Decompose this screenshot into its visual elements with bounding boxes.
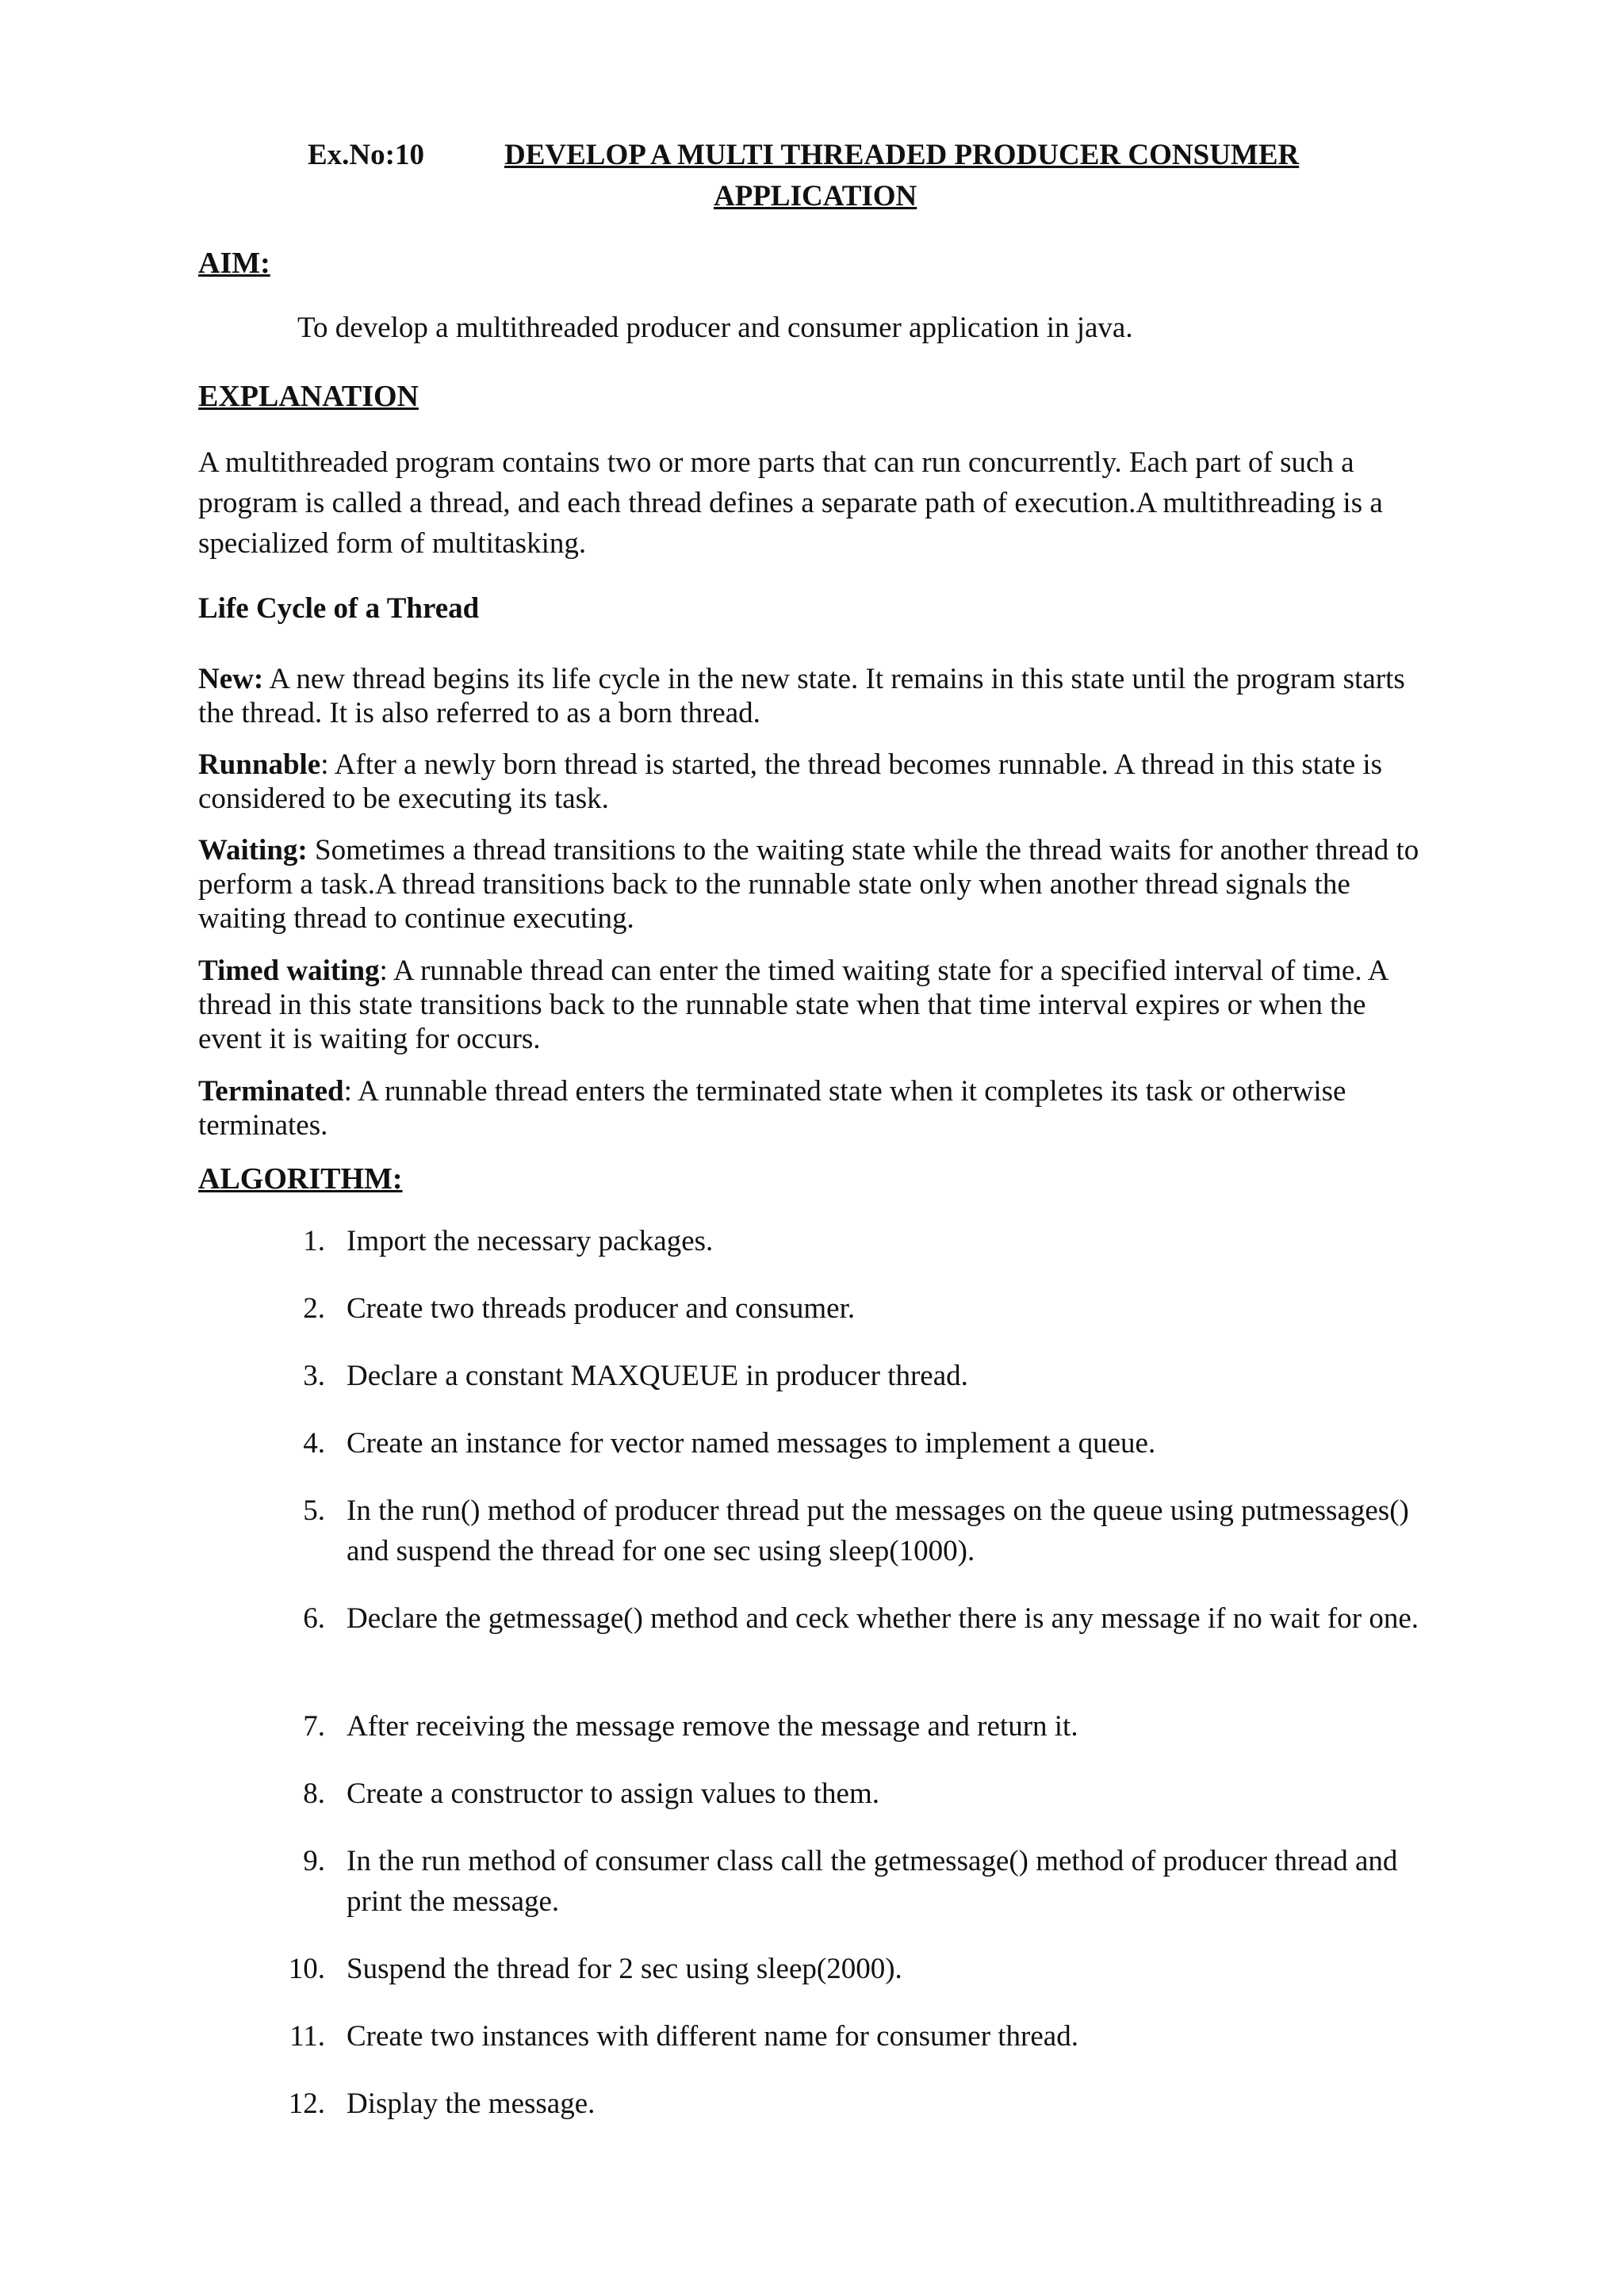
state-timed-waiting: [198, 954, 1435, 1056]
exercise-number: Ex.No:10: [308, 139, 424, 171]
step-number: 9.: [303, 1845, 325, 1877]
state-waiting: [198, 833, 1435, 936]
step-number: 7.: [303, 1710, 325, 1743]
state-name: Waiting:: [198, 834, 308, 867]
step-number: 3.: [303, 1360, 325, 1392]
step-number: 4.: [303, 1427, 325, 1460]
step-number: 10.: [288, 1953, 325, 1985]
step-number: 11.: [289, 2020, 325, 2053]
aim-text: To develop a multithreaded producer and consumer application in java.: [297, 312, 1133, 344]
step-text: Create two threads producer and consumer.: [347, 1292, 856, 1325]
step-number: 6.: [303, 1602, 325, 1635]
step-text: Suspend the thread for 2 sec using sleep(2000).: [347, 1953, 902, 1985]
state-description: : A runnable thread can enter the timed waiting state for a specified interval of time. A thread in this state transitions back to the runnable state when that time interval expires or when the event it is waiting for occurs.: [198, 955, 1388, 1055]
life-cycle-heading: Life Cycle of a Thread: [198, 592, 480, 625]
explanation-text: A multithreaded program contains two or more parts that can run concurrently. Each part of such a program is called a thread, and each thread defines a separate path of execution.A multithreading is a specialized form of multitasking.: [198, 446, 1383, 560]
step-text: Create two instances with different name for consumer thread.: [347, 2020, 1078, 2053]
explanation-heading: EXPLANATION: [198, 380, 419, 413]
step-text: Create an instance for vector named messages to implement a queue.: [347, 1427, 1156, 1460]
state-description: A new thread begins its life cycle in the new state. It remains in this state until the program starts the thread. It is also referred to as a born thread.: [198, 663, 1405, 729]
step-number: 12.: [288, 2087, 325, 2120]
step-text: Import the necessary packages.: [347, 1225, 714, 1257]
step-text: In the run() method of producer thread put the messages on the queue using putmessages() and suspend the thread for one sec using sleep(1000).: [347, 1494, 1409, 1567]
state-description: : A runnable thread enters the terminated state when it completes its task or otherwise terminates.: [198, 1075, 1346, 1142]
state-description: : After a newly born thread is started, the thread becomes runnable. A thread in this state is considered to be executing its task.: [198, 748, 1383, 815]
step-number: 1.: [303, 1225, 325, 1257]
step-text: In the run method of consumer class call the getmessage() method of producer thread and print the message.: [347, 1845, 1398, 1918]
step-text: Declare a constant MAXQUEUE in producer thread.: [347, 1360, 968, 1392]
step-text: Create a constructor to assign values to them.: [347, 1777, 879, 1810]
state-name: Terminated: [198, 1075, 344, 1108]
step-text: Declare the getmessage() method and ceck whether there is any message if no wait for one.: [347, 1602, 1419, 1635]
algorithm-heading: ALGORITHM:: [198, 1162, 403, 1196]
step-text: Display the message.: [347, 2087, 596, 2120]
state-runnable: [198, 748, 1435, 816]
step-number: 5.: [303, 1494, 325, 1527]
state-name: New:: [198, 663, 264, 695]
step-text: After receiving the message remove the message and return it.: [347, 1710, 1078, 1743]
aim-heading: AIM:: [198, 247, 270, 280]
document-title-line1: DEVELOP A MULTI THREADED PRODUCER CONSUMER: [504, 139, 1300, 171]
state-description: Sometimes a thread transitions to the waiting state while the thread waits for another thread to perform a task.A thread transitions back to the runnable state only when another thread signals the waiting thread to continue executing.: [198, 834, 1419, 935]
document-title-line2: APPLICATION: [714, 180, 917, 212]
state-new: [198, 662, 1435, 730]
state-terminated: [198, 1074, 1435, 1142]
step-number: 2.: [303, 1292, 325, 1325]
state-name: Timed waiting: [198, 955, 380, 987]
state-name: Runnable: [198, 748, 321, 781]
step-number: 8.: [303, 1777, 325, 1810]
